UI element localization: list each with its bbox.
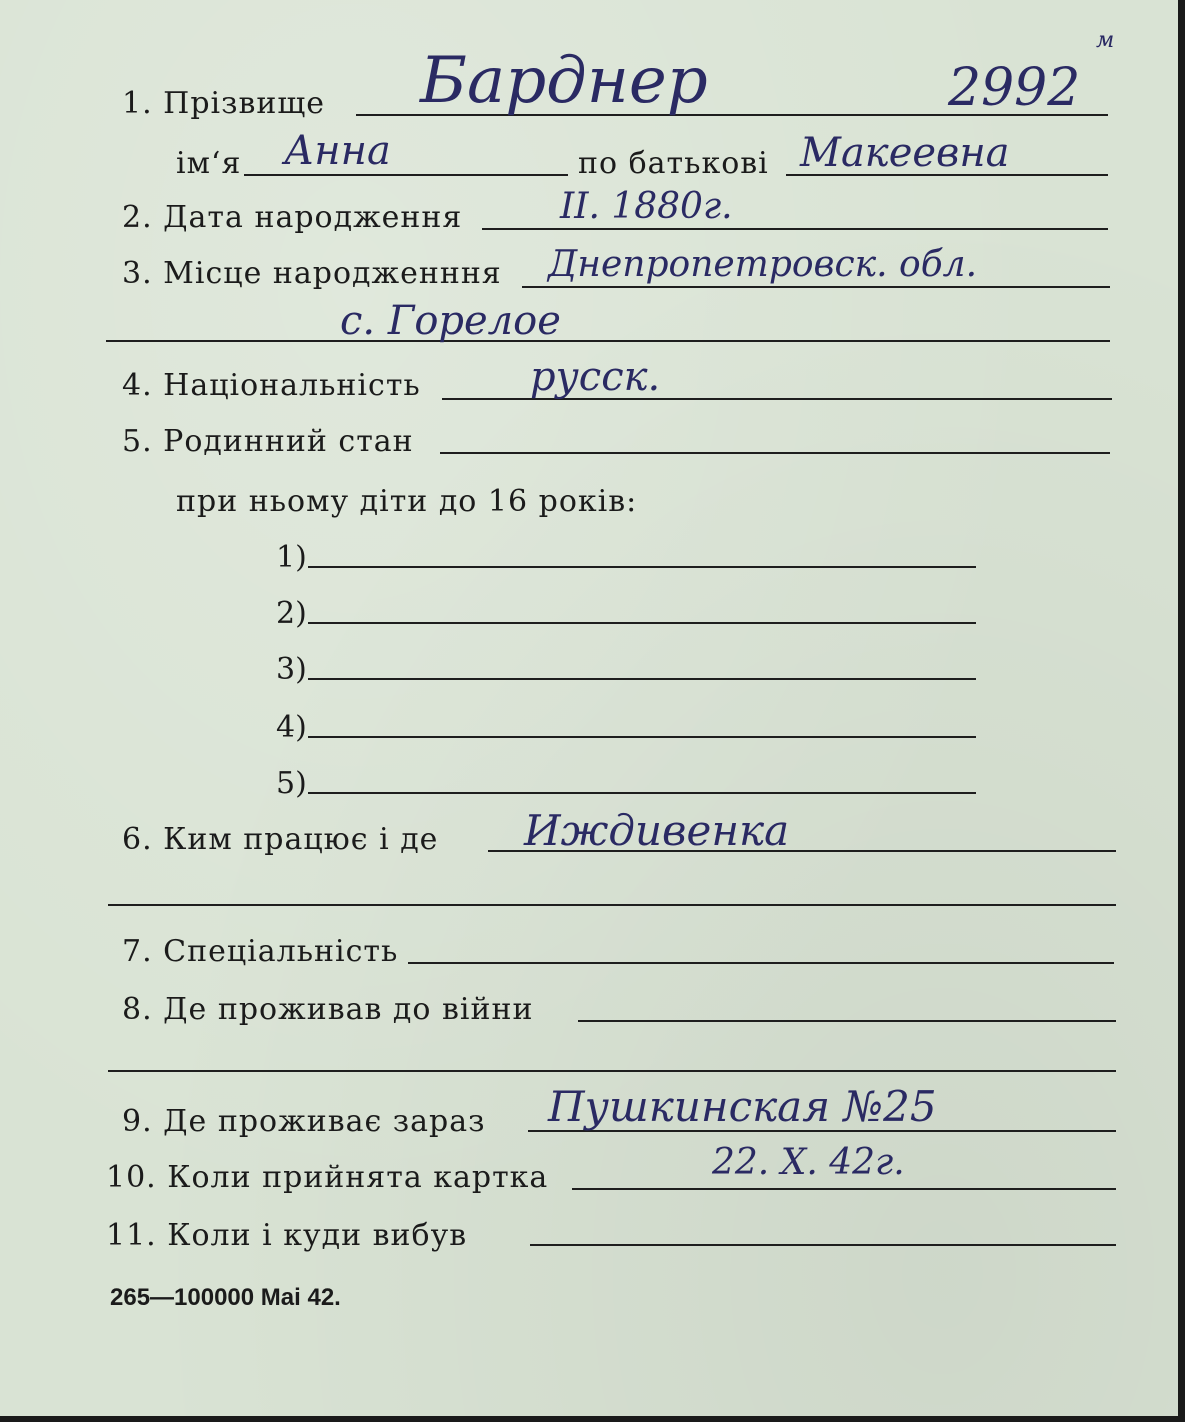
child-3-line bbox=[308, 678, 976, 680]
field-current-residence-label: 9. Де проживає зараз bbox=[122, 1104, 486, 1139]
patronymic-value: Макеевна bbox=[800, 130, 1010, 176]
first-name-value: Анна bbox=[284, 128, 391, 174]
birth-date-value: II. 1880г. bbox=[560, 186, 733, 227]
corner-mark: м bbox=[1096, 28, 1115, 53]
field-prewar-residence-line bbox=[578, 1020, 1116, 1022]
child-4-line bbox=[308, 736, 976, 738]
field-nationality-label: 4. Національність bbox=[122, 368, 421, 403]
field-card-accepted-line bbox=[572, 1188, 1116, 1190]
field-family-status-line bbox=[440, 452, 1110, 454]
field-surname-label: 1. Прізвище bbox=[122, 86, 326, 121]
child-1-line bbox=[308, 566, 976, 568]
print-code: 265—100000 Mai 42. bbox=[110, 1284, 341, 1311]
child-5-line bbox=[308, 792, 976, 794]
field-family-status-label: 5. Родинний стан bbox=[122, 424, 414, 459]
field-birth-place-label: 3. Місце народженння bbox=[122, 256, 502, 291]
nationality-value: русск. bbox=[530, 354, 661, 400]
card-accepted-value: 22. X. 42г. bbox=[712, 1142, 905, 1183]
field-prewar-residence-label: 8. Де проживав до війни bbox=[122, 992, 534, 1027]
field-first-name-label: ім‘я bbox=[176, 146, 242, 181]
child-1-label: 1) bbox=[276, 540, 307, 575]
field-occupation-label: 6. Ким працює і де bbox=[122, 822, 439, 857]
child-4-label: 4) bbox=[276, 710, 307, 745]
birth-place-value-1: Днепропетровск. обл. bbox=[548, 244, 978, 285]
birth-place-value-2: с. Горелое bbox=[340, 298, 561, 344]
child-2-label: 2) bbox=[276, 596, 307, 631]
field-occupation-line-2 bbox=[108, 904, 1116, 906]
field-patronymic-label: по батькові bbox=[578, 146, 769, 181]
child-5-label: 5) bbox=[276, 766, 307, 801]
child-3-label: 3) bbox=[276, 652, 307, 687]
field-birth-date-label: 2. Дата народження bbox=[122, 200, 463, 235]
field-departure-label: 11. Коли і куди вибув bbox=[106, 1218, 468, 1253]
surname-value: Барднер bbox=[420, 44, 708, 118]
field-specialty-line bbox=[408, 962, 1114, 964]
child-2-line bbox=[308, 622, 976, 624]
field-first-name-line bbox=[244, 174, 568, 176]
field-departure-line bbox=[530, 1244, 1116, 1246]
field-specialty-label: 7. Спеціальність bbox=[122, 934, 399, 969]
field-birth-place-line-2 bbox=[106, 340, 1110, 342]
field-prewar-residence-line-2 bbox=[108, 1070, 1116, 1072]
occupation-value: Иждивенка bbox=[524, 806, 790, 855]
children-header: при ньому діти до 16 років: bbox=[176, 484, 638, 519]
card-number: 2992 bbox=[948, 58, 1081, 118]
field-card-accepted-label: 10. Коли прийнята картка bbox=[106, 1160, 549, 1195]
current-residence-value: Пушкинская №25 bbox=[548, 1082, 937, 1131]
field-birth-place-line bbox=[522, 286, 1110, 288]
field-birth-date-line bbox=[482, 228, 1108, 230]
